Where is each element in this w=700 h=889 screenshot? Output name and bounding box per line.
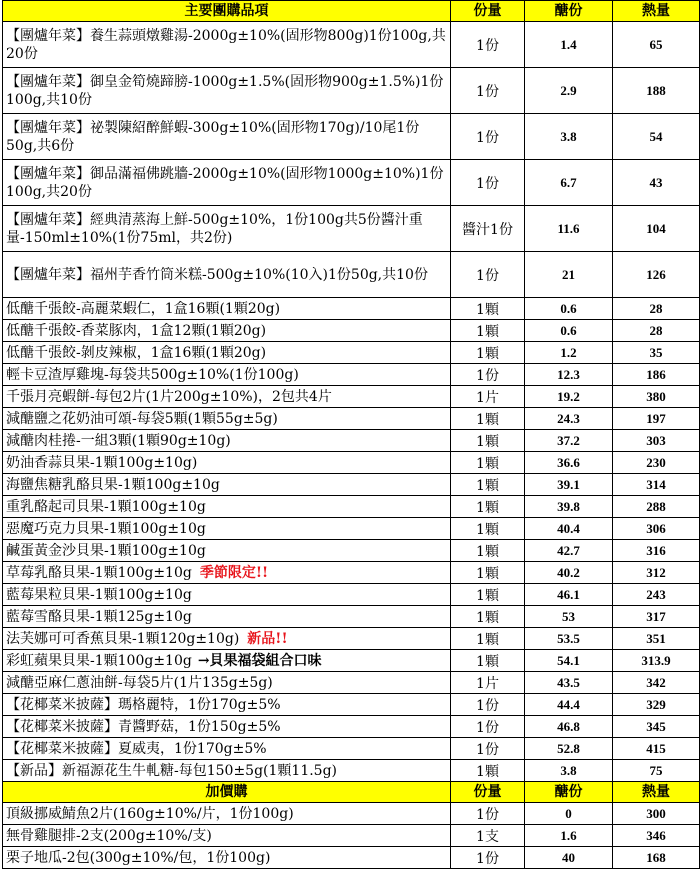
table-row: [3, 650, 700, 672]
item-name: 重乳酪起司貝果-1顆100g±10g: [6, 498, 206, 515]
item-name: 低醣千張餃-香菜豚肉，1盒12顆(1顆20g): [6, 322, 267, 339]
table-row: [3, 342, 700, 364]
qty-cell: 1顆: [451, 760, 525, 782]
table-row: [3, 803, 700, 825]
item-name-cell: [3, 206, 451, 252]
table-row: [3, 606, 700, 628]
qty-cell: 1份: [451, 22, 525, 68]
item-name-cell: [3, 22, 451, 68]
kcal-cell: 314: [613, 474, 700, 496]
kcal-cell: 288: [613, 496, 700, 518]
table-row: [3, 760, 700, 782]
item-name: 【團爐年菜】福州芋香竹筒米糕-500g±10%(10入)1份50g,共10份: [6, 266, 428, 283]
qty-cell: 1顆: [451, 628, 525, 650]
main-header-row: [3, 1, 700, 22]
sugar-cell: 42.7: [525, 540, 613, 562]
sugar-cell: 6.7: [525, 160, 613, 206]
table-row: [3, 496, 700, 518]
table-row: [3, 22, 700, 68]
item-name: 【團爐年菜】祕製陳紹醉鮮蝦-300g±10%(固形物170g)/10尾1份50g,共6份: [6, 119, 420, 154]
item-name-cell: [3, 825, 451, 847]
item-name: 【花椰菜米披薩】瑪格麗特，1份170g±5%: [6, 696, 281, 713]
qty-cell: 1顆: [451, 518, 525, 540]
table-row: [3, 408, 700, 430]
table-row: [3, 474, 700, 496]
qty-cell: 1顆: [451, 562, 525, 584]
kcal-cell: 230: [613, 452, 700, 474]
qty-cell: 1份: [451, 716, 525, 738]
item-name: 草莓乳酪貝果-1顆100g±10g: [6, 564, 192, 581]
item-name-cell: [3, 252, 451, 298]
qty-cell: 醬汁1份: [451, 206, 525, 252]
item-name-cell: [3, 160, 451, 206]
addon-items: [3, 803, 700, 869]
nutrition-table: [2, 0, 700, 869]
qty-cell: 1顆: [451, 584, 525, 606]
sugar-cell: 53.5: [525, 628, 613, 650]
table-row: [3, 628, 700, 650]
item-name-cell: [3, 803, 451, 825]
kcal-cell: 65: [613, 22, 700, 68]
sugar-cell: 46.1: [525, 584, 613, 606]
qty-cell: 1片: [451, 672, 525, 694]
item-name: 低醣千張餃-剝皮辣椒，1盒16顆(1顆20g): [6, 344, 267, 361]
kcal-cell: 186: [613, 364, 700, 386]
qty-cell: 1份: [451, 68, 525, 114]
header-qty: 份量: [451, 1, 525, 22]
kcal-cell: 104: [613, 206, 700, 252]
table-row: [3, 825, 700, 847]
kcal-cell: 28: [613, 320, 700, 342]
sugar-cell: 40.2: [525, 562, 613, 584]
item-name-cell: [3, 320, 451, 342]
item-name: 藍莓果粒貝果-1顆100g±10g: [6, 586, 192, 603]
sugar-cell: 46.8: [525, 716, 613, 738]
kcal-cell: 188: [613, 68, 700, 114]
sugar-cell: 40.4: [525, 518, 613, 540]
item-name-cell: [3, 738, 451, 760]
sugar-cell: 19.2: [525, 386, 613, 408]
item-name-cell: [3, 68, 451, 114]
header-sugar: 醣份: [525, 1, 613, 22]
sugar-cell: 0.6: [525, 298, 613, 320]
kcal-cell: 380: [613, 386, 700, 408]
sugar-cell: 0.6: [525, 320, 613, 342]
kcal-cell: 345: [613, 716, 700, 738]
kcal-cell: 35: [613, 342, 700, 364]
sugar-cell: 24.3: [525, 408, 613, 430]
qty-cell: 1份: [451, 694, 525, 716]
item-name-cell: [3, 474, 451, 496]
item-name: 彩虹蘋果貝果-1顆100g±10g: [6, 652, 192, 669]
qty-cell: 1份: [451, 160, 525, 206]
table-row: [3, 298, 700, 320]
qty-cell: 1顆: [451, 342, 525, 364]
sugar-cell: 54.1: [525, 650, 613, 672]
kcal-cell: 351: [613, 628, 700, 650]
table-row: [3, 430, 700, 452]
qty-cell: 1顆: [451, 474, 525, 496]
qty-cell: 1支: [451, 825, 525, 847]
qty-cell: 1顆: [451, 650, 525, 672]
kcal-cell: 303: [613, 430, 700, 452]
item-name-cell: [3, 430, 451, 452]
qty-cell: 1顆: [451, 320, 525, 342]
qty-cell: 1份: [451, 847, 525, 869]
item-name: 無骨雞腿排-2支(200g±10%/支): [6, 827, 212, 844]
item-name-cell: [3, 452, 451, 474]
qty-cell: 1份: [451, 803, 525, 825]
item-name: 減醣亞麻仁蔥油餅-每袋5片(1片135g±5g): [6, 674, 273, 691]
table-row: [3, 738, 700, 760]
qty-cell: 1顆: [451, 408, 525, 430]
combo-note: →貝果福袋組合口味: [197, 652, 322, 669]
kcal-cell: 346: [613, 825, 700, 847]
item-name-cell: [3, 847, 451, 869]
sugar-cell: 1.2: [525, 342, 613, 364]
kcal-cell: 329: [613, 694, 700, 716]
item-name-cell: [3, 694, 451, 716]
header-item: 主要團購品項: [3, 1, 451, 22]
item-name: 【團爐年菜】御品滿福佛跳牆-2000g±10%(固形物1000g±10%)1份100g,共20份: [6, 165, 444, 200]
qty-cell: 1份: [451, 252, 525, 298]
item-name-cell: [3, 672, 451, 694]
header-kcal: 熱量: [613, 1, 700, 22]
item-name: 低醣千張餃-高麗菜蝦仁，1盒16顆(1顆20g): [6, 300, 281, 317]
item-name: 減醣鹽之花奶油可頌-每袋5顆(1顆55g±5g): [6, 410, 278, 427]
sugar-cell: 36.6: [525, 452, 613, 474]
item-name-cell: [3, 496, 451, 518]
kcal-cell: 316: [613, 540, 700, 562]
qty-cell: 1顆: [451, 606, 525, 628]
item-name: 鹹蛋黃金沙貝果-1顆100g±10g: [6, 542, 206, 559]
qty-cell: 1份: [451, 738, 525, 760]
table-row: [3, 716, 700, 738]
table-row: [3, 562, 700, 584]
kcal-cell: 313.9: [613, 650, 700, 672]
item-name: 頂級挪威鯖魚2片(160g±10%/片，1份100g): [6, 805, 294, 822]
item-name-cell: [3, 342, 451, 364]
table-row: [3, 540, 700, 562]
sugar-cell: 21: [525, 252, 613, 298]
item-name-cell: [3, 540, 451, 562]
table-row: [3, 320, 700, 342]
sugar-cell: 44.4: [525, 694, 613, 716]
item-name-cell: [3, 364, 451, 386]
table-row: [3, 672, 700, 694]
item-name: 惡魔巧克力貝果-1顆100g±10g: [6, 520, 206, 537]
item-name: 輕卡豆渣厚雞塊-每袋共500g±10%(1份100g): [6, 366, 299, 383]
item-name-cell: [3, 298, 451, 320]
item-name-cell: [3, 114, 451, 160]
addon-header-row: [3, 782, 700, 803]
item-name: 【團爐年菜】養生蒜頭燉雞湯-2000g±10%(固形物800g)1份100g,共20份: [6, 27, 446, 62]
kcal-cell: 306: [613, 518, 700, 540]
item-name: 栗子地瓜-2包(300g±10%/包，1份100g): [6, 849, 271, 866]
main-items: [3, 22, 700, 782]
table-row: [3, 584, 700, 606]
promo-note: 新品!!: [247, 630, 288, 647]
sugar-cell: 3.8: [525, 114, 613, 160]
addon-header-qty: 份量: [451, 782, 525, 803]
qty-cell: 1份: [451, 364, 525, 386]
qty-cell: 1片: [451, 386, 525, 408]
table-row: [3, 252, 700, 298]
item-name: 【新品】新福源花生牛軋糖-每包150±5g(1顆11.5g): [6, 762, 338, 779]
item-name: 奶油香蒜貝果-1顆100g±10g): [6, 454, 198, 471]
kcal-cell: 312: [613, 562, 700, 584]
table-row: [3, 68, 700, 114]
item-name-cell: [3, 562, 451, 584]
qty-cell: 1顆: [451, 298, 525, 320]
kcal-cell: 342: [613, 672, 700, 694]
sugar-cell: 39.8: [525, 496, 613, 518]
item-name-cell: [3, 606, 451, 628]
item-name: 藍莓雪酪貝果-1顆125g±10g: [6, 608, 192, 625]
item-name-cell: [3, 386, 451, 408]
item-name-cell: [3, 716, 451, 738]
addon-header-kcal: 熱量: [613, 782, 700, 803]
sugar-cell: 40: [525, 847, 613, 869]
item-name-cell: [3, 584, 451, 606]
item-name-cell: [3, 518, 451, 540]
sugar-cell: 53: [525, 606, 613, 628]
item-name: 法芙娜可可香蕉貝果-1顆120g±10g): [6, 630, 240, 647]
sugar-cell: 1.4: [525, 22, 613, 68]
qty-cell: 1顆: [451, 496, 525, 518]
item-name-cell: [3, 650, 451, 672]
table-row: [3, 160, 700, 206]
table-row: [3, 847, 700, 869]
kcal-cell: 317: [613, 606, 700, 628]
qty-cell: 1份: [451, 114, 525, 160]
kcal-cell: 43: [613, 160, 700, 206]
item-name: 【團爐年菜】御皇金筍燒蹄膀-1000g±1.5%(固形物900g±1.5%)1份100g,共10份: [6, 73, 444, 108]
item-name-cell: [3, 408, 451, 430]
item-name: 減醣肉桂捲-一組3顆(1顆90g±10g): [6, 432, 231, 449]
addon-header-sugar: 醣份: [525, 782, 613, 803]
item-name: 【團爐年菜】經典清蒸海上鮮-500g±10%，1份100g共5份醬汁重量-150ml±10%(1份75ml，共2份): [6, 211, 423, 246]
qty-cell: 1顆: [451, 540, 525, 562]
kcal-cell: 300: [613, 803, 700, 825]
item-name-cell: [3, 760, 451, 782]
promo-note: 季節限定!!: [199, 564, 269, 581]
sugar-cell: 3.8: [525, 760, 613, 782]
sugar-cell: 1.6: [525, 825, 613, 847]
sugar-cell: 2.9: [525, 68, 613, 114]
sugar-cell: 39.1: [525, 474, 613, 496]
kcal-cell: 243: [613, 584, 700, 606]
kcal-cell: 28: [613, 298, 700, 320]
addon-header-item: 加價購: [3, 782, 451, 803]
kcal-cell: 168: [613, 847, 700, 869]
item-name: 【花椰菜米披薩】青醬野菇，1份150g±5%: [6, 718, 281, 735]
sugar-cell: 52.8: [525, 738, 613, 760]
kcal-cell: 75: [613, 760, 700, 782]
table-row: [3, 386, 700, 408]
sugar-cell: 0: [525, 803, 613, 825]
table-row: [3, 206, 700, 252]
sugar-cell: 11.6: [525, 206, 613, 252]
item-name: 【花椰菜米披薩】夏威夷，1份170g±5%: [6, 740, 267, 757]
kcal-cell: 415: [613, 738, 700, 760]
sugar-cell: 37.2: [525, 430, 613, 452]
qty-cell: 1顆: [451, 430, 525, 452]
sugar-cell: 12.3: [525, 364, 613, 386]
table-row: [3, 364, 700, 386]
kcal-cell: 54: [613, 114, 700, 160]
item-name-cell: [3, 628, 451, 650]
item-name: 千張月亮蝦餅-每包2片(1片200g±10%)，2包共4片: [6, 388, 332, 405]
item-name: 海鹽焦糖乳酪貝果-1顆100g±10g: [6, 476, 220, 493]
table-row: [3, 694, 700, 716]
addon-section: [3, 782, 700, 803]
sugar-cell: 43.5: [525, 672, 613, 694]
table-row: [3, 114, 700, 160]
table-row: [3, 452, 700, 474]
kcal-cell: 126: [613, 252, 700, 298]
qty-cell: 1顆: [451, 452, 525, 474]
table-row: [3, 518, 700, 540]
kcal-cell: 197: [613, 408, 700, 430]
